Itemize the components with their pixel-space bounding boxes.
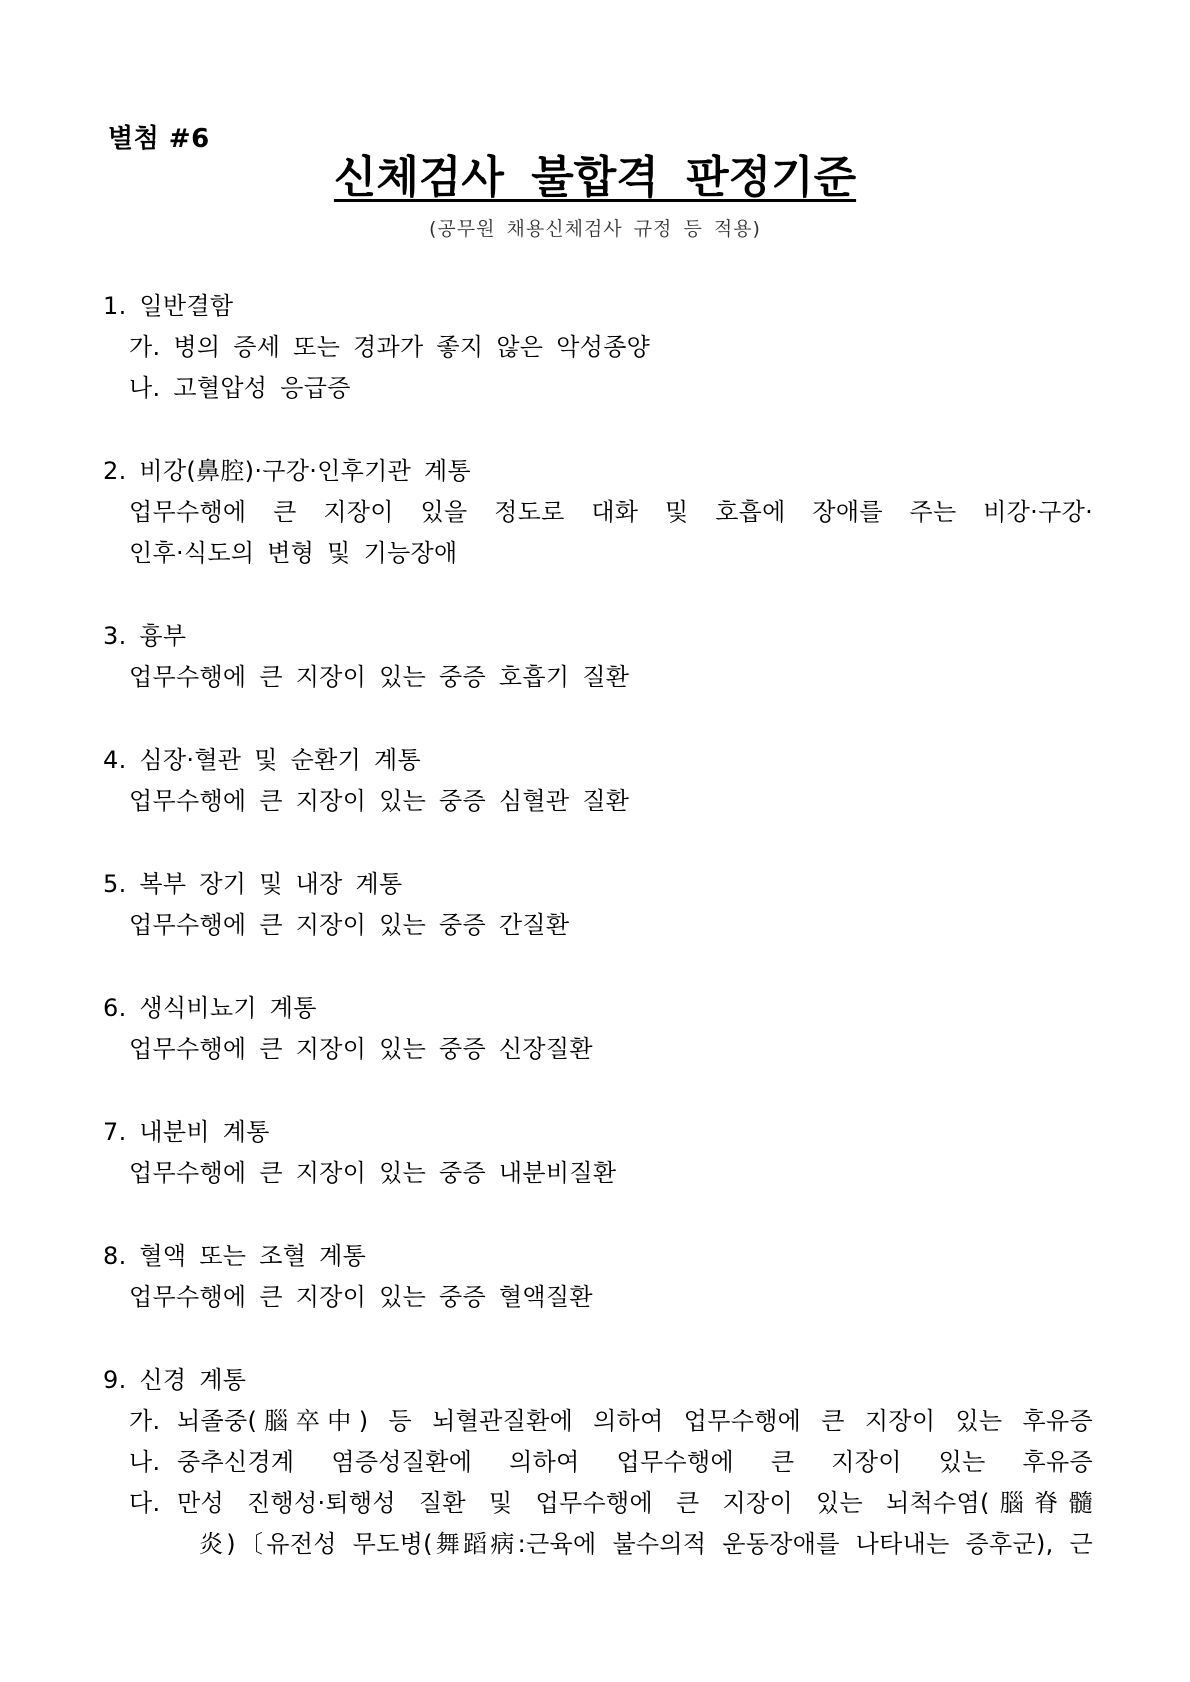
section-text-line: 업무수행에 큰 지장이 있는 중증 혈액질환: [129, 1283, 593, 1311]
criteria-section-4: [103, 740, 1093, 822]
document-subtitle: (공무원 채용신체검사 규정 등 적용): [429, 218, 761, 240]
criteria-list: [103, 286, 1093, 1607]
sub-item-text: 뇌졸중(腦卒中) 등 뇌혈관질환에 의하여 업무수행에 큰 지장이 있는 후유증: [177, 1407, 1093, 1435]
criteria-section-8: [103, 1236, 1093, 1318]
section-text-line: 업무수행에 큰 지장이 있는 중증 간질환: [129, 911, 570, 939]
criteria-section-2: [103, 451, 1093, 574]
sub-item: [103, 327, 1093, 368]
criteria-section-1: [103, 286, 1093, 409]
sub-item-text: 병의 증세 또는 경과가 좋지 않은 악성종양: [173, 333, 651, 361]
attachment-label: 별첨 #6: [108, 124, 210, 154]
sub-item: [103, 368, 1093, 409]
section-text-line: 업무수행에 큰 지장이 있는 중증 호흡기 질환: [129, 663, 630, 691]
criteria-section-6: [103, 988, 1093, 1070]
sub-item-text: 만성 진행성·퇴행성 질환 및 업무수행에 큰 지장이 있는 뇌척수염(腦脊髓: [177, 1489, 1093, 1517]
sub-item-marker: 가.: [129, 333, 161, 361]
sub-item-marker: 가.: [129, 1407, 161, 1435]
sub-item-marker: 나.: [129, 374, 161, 402]
sub-item: [103, 1401, 1093, 1442]
sub-item: [103, 1483, 1093, 1524]
section-text-line: 업무수행에 큰 지장이 있는 중증 신장질환: [129, 1035, 593, 1063]
sub-item-text: 炎)〔유전성 무도병(舞蹈病:근육에 불수의적 운동장애를 나타내는 증후군), 근: [199, 1530, 1093, 1558]
section-heading: 4. 심장·혈관 및 순환기 계통: [103, 746, 421, 774]
section-heading: 1. 일반결함: [103, 292, 234, 320]
document-title: [0, 150, 1190, 206]
sub-item-text: 중추신경계 염증성질환에 의하여 업무수행에 큰 지장이 있는 후유증: [177, 1448, 1093, 1476]
section-heading: 2. 비강(鼻腔)·구강·인후기관 계통: [103, 457, 471, 485]
criteria-section-3: [103, 616, 1093, 698]
section-heading: 8. 혈액 또는 조혈 계통: [103, 1242, 367, 1270]
section-text-line: 업무수행에 큰 지장이 있는 중증 내분비질환: [129, 1159, 617, 1187]
section-text-line: 업무수행에 큰 지장이 있을 정도로 대화 및 호흡에 장애를 주는 비강·구강·: [129, 498, 1093, 526]
sub-item-text: 고혈압성 응급증: [173, 374, 351, 402]
criteria-section-9: [103, 1360, 1093, 1565]
section-heading: 5. 복부 장기 및 내장 계통: [103, 870, 403, 898]
sub-item-marker: 나.: [129, 1448, 161, 1476]
criteria-section-5: [103, 864, 1093, 946]
document-title-text: 신체검사 불합격 판정기준: [333, 152, 857, 203]
sub-item-continuation: [103, 1524, 1093, 1565]
section-heading: 9. 신경 계통: [103, 1366, 247, 1394]
section-text-line: 업무수행에 큰 지장이 있는 중증 심혈관 질환: [129, 787, 630, 815]
section-text-line: 인후·식도의 변형 및 기능장애: [129, 539, 458, 567]
criteria-section-7: [103, 1112, 1093, 1194]
sub-item: [103, 1442, 1093, 1483]
section-heading: 7. 내분비 계통: [103, 1118, 270, 1146]
sub-item-marker: 다.: [129, 1489, 161, 1517]
section-heading: 6. 생식비뇨기 계통: [103, 994, 317, 1022]
section-heading: 3. 흉부: [103, 622, 187, 650]
